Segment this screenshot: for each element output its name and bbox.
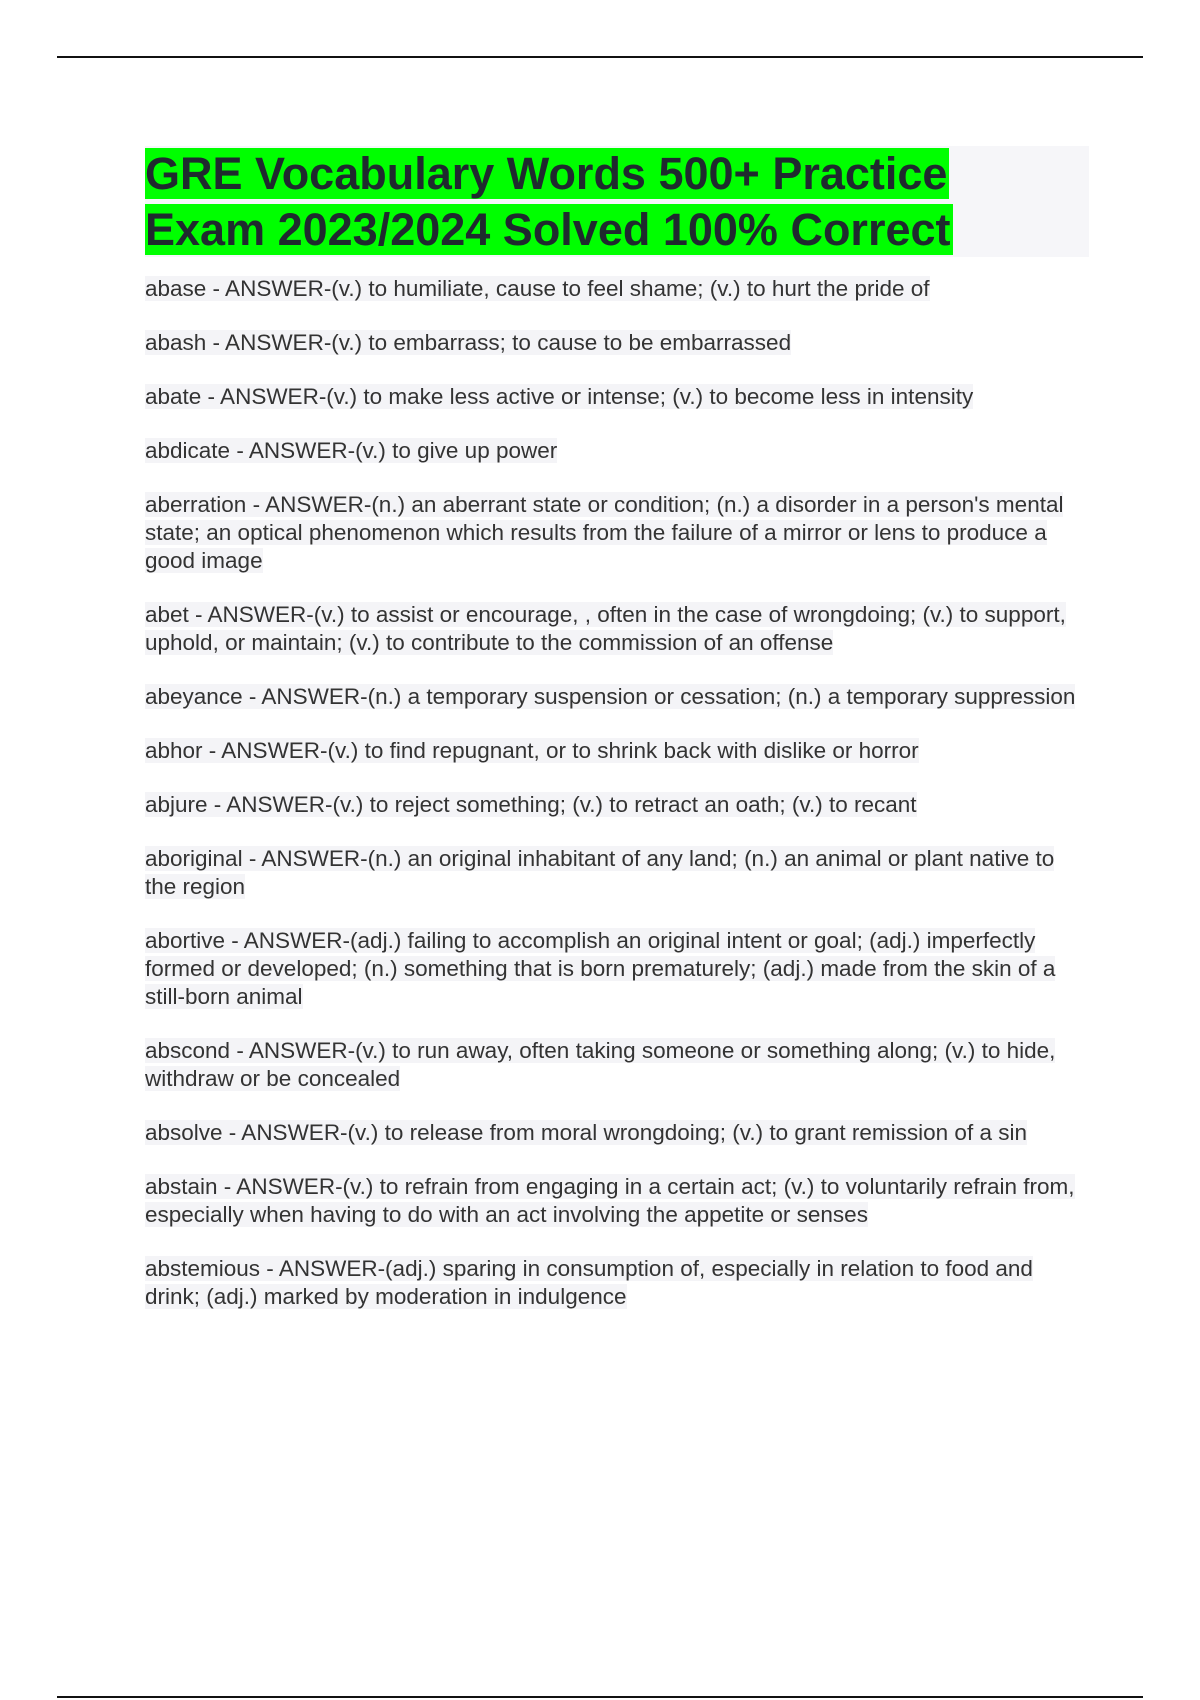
vocabulary-entry: [145, 1037, 1089, 1093]
entry-text: abdicate - ANSWER-(v.) to give up power: [145, 438, 558, 463]
entry-text: abstain - ANSWER-(v.) to refrain from engaging in a certain act; (v.) to voluntarily refrain from, especially when having to do with an act involving the appetite or senses: [145, 1174, 1075, 1227]
vocabulary-entry: [145, 491, 1089, 575]
document-title: [145, 146, 1089, 258]
entry-text: abjure - ANSWER-(v.) to reject something; (v.) to retract an oath; (v.) to recant: [145, 792, 917, 817]
document-body: [145, 146, 1089, 1337]
entry-text: abstemious - ANSWER-(adj.) sparing in consumption of, especially in relation to food and drink; (adj.) marked by moderation in indulgence: [145, 1256, 1033, 1309]
vocabulary-entry: [145, 791, 1089, 819]
vocabulary-entry: [145, 1173, 1089, 1229]
entry-text: abate - ANSWER-(v.) to make less active or intense; (v.) to become less in intensity: [145, 384, 974, 409]
vocabulary-entry: [145, 437, 1089, 465]
vocabulary-entry: [145, 1255, 1089, 1311]
vocabulary-list: [145, 275, 1089, 1311]
title-block: [145, 146, 1089, 257]
bottom-rule: [57, 1696, 1143, 1698]
vocabulary-entry: [145, 927, 1089, 1011]
entry-text: abeyance - ANSWER-(n.) a temporary suspension or cessation; (n.) a temporary suppression: [145, 684, 1076, 709]
vocabulary-entry: [145, 383, 1089, 411]
entry-text: abash - ANSWER-(v.) to embarrass; to cause to be embarrassed: [145, 330, 792, 355]
entry-text: abortive - ANSWER-(adj.) failing to accomplish an original intent or goal; (adj.) imperfectly formed or developed; (n.) something that is born prematurely; (adj.) made from the skin of a still-born animal: [145, 928, 1056, 1009]
title-line-2: Exam 2023/2024 Solved 100% Correct: [145, 204, 951, 255]
entry-text: aberration - ANSWER-(n.) an aberrant state or condition; (n.) a disorder in a person's mental state; an optical phenomenon which results from the failure of a mirror or lens to produce a good image: [145, 492, 1064, 573]
vocabulary-entry: [145, 683, 1089, 711]
vocabulary-entry: [145, 845, 1089, 901]
entry-text: abet - ANSWER-(v.) to assist or encourage, , often in the case of wrongdoing; (v.) to support, uphold, or maintain; (v.) to contribute to the commission of an offense: [145, 602, 1066, 655]
title-line-1: GRE Vocabulary Words 500+ Practice: [145, 148, 948, 199]
vocabulary-entry: [145, 329, 1089, 357]
vocabulary-entry: [145, 601, 1089, 657]
vocabulary-entry: [145, 737, 1089, 765]
entry-text: abhor - ANSWER-(v.) to find repugnant, or to shrink back with dislike or horror: [145, 738, 919, 763]
entry-text: abase - ANSWER-(v.) to humiliate, cause to feel shame; (v.) to hurt the pride of: [145, 276, 930, 301]
entry-text: abscond - ANSWER-(v.) to run away, often taking someone or something along; (v.) to hide, withdraw or be concealed: [145, 1038, 1056, 1091]
entry-text: absolve - ANSWER-(v.) to release from moral wrongdoing; (v.) to grant remission of a sin: [145, 1120, 1027, 1145]
vocabulary-entry: [145, 275, 1089, 303]
entry-text: aboriginal - ANSWER-(n.) an original inhabitant of any land; (n.) an animal or plant native to the region: [145, 846, 1055, 899]
top-rule: [57, 56, 1143, 58]
vocabulary-entry: [145, 1119, 1089, 1147]
